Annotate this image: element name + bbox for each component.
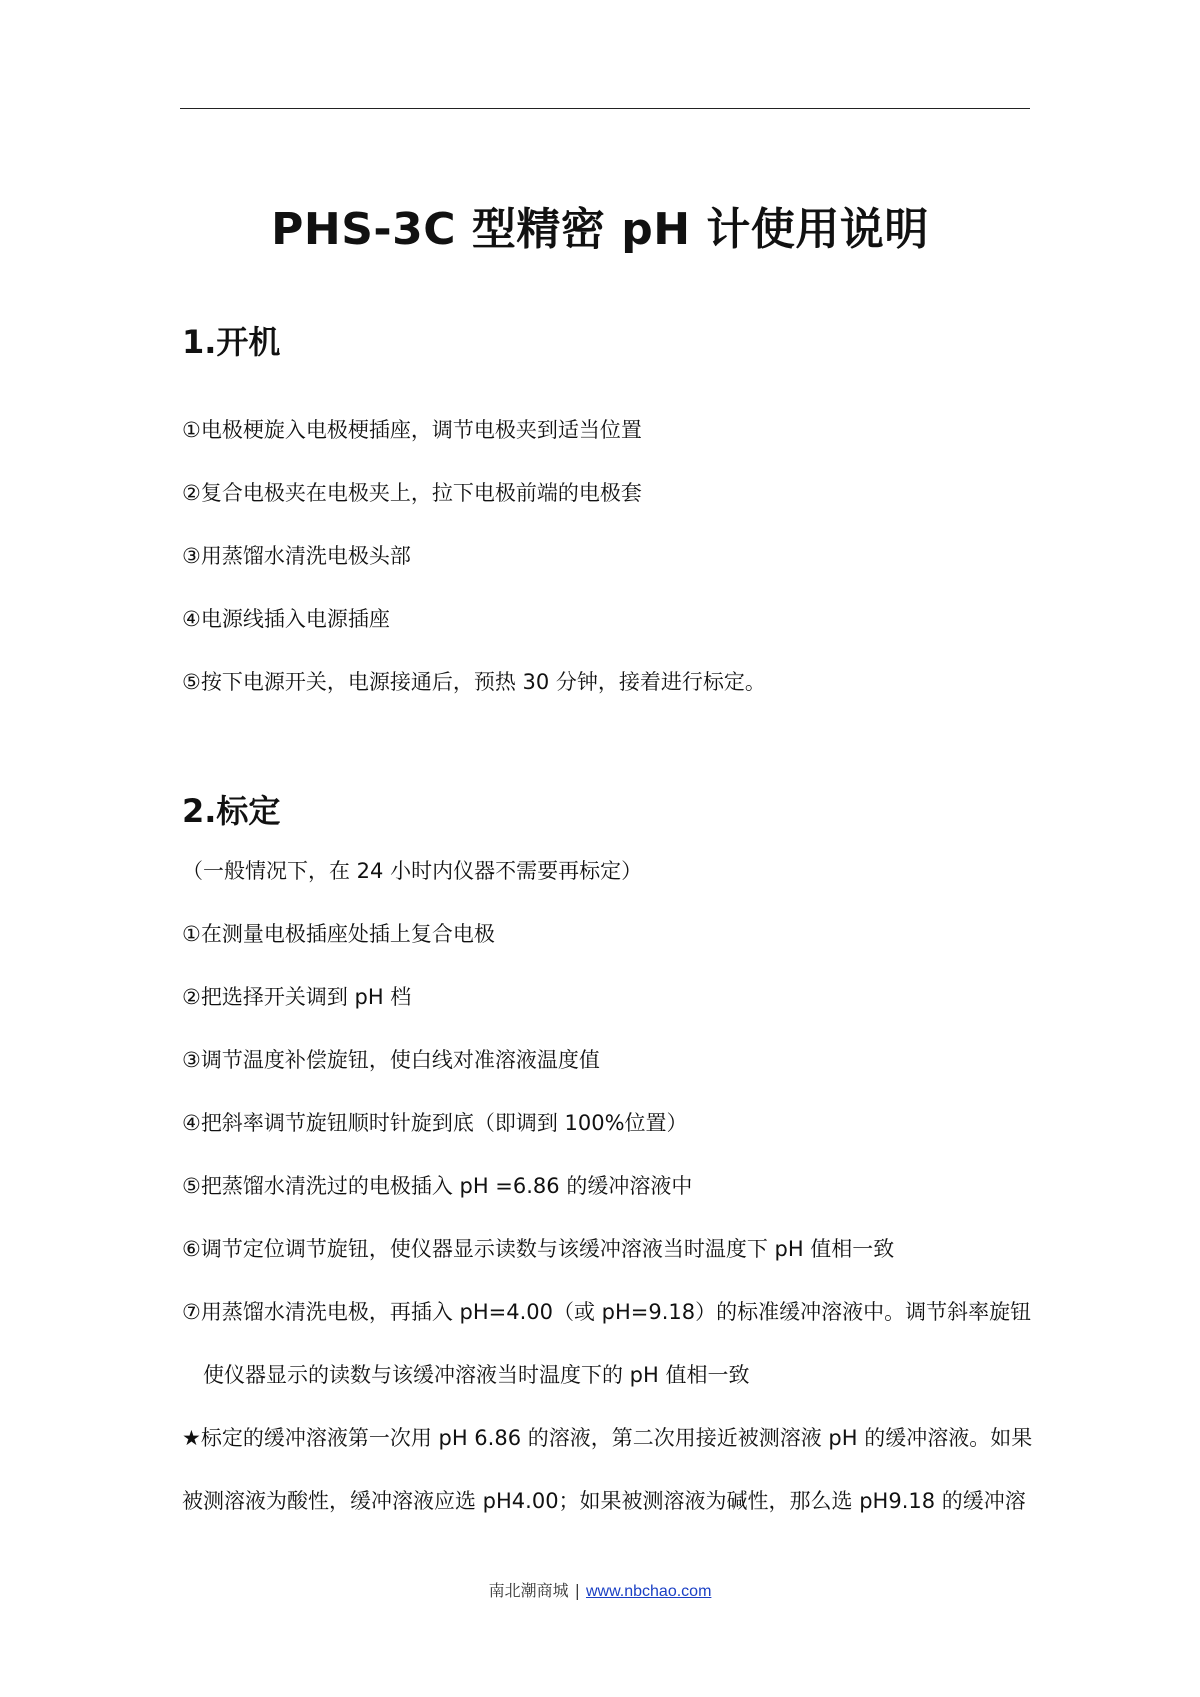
section-heading-calibration: 2.标定	[182, 792, 281, 830]
calibration-note: （一般情况下，在 24 小时内仪器不需要再标定）	[182, 859, 643, 883]
page-footer	[0, 1580, 1200, 1603]
footer-website-link[interactable]: www.nbchao.com	[586, 1583, 712, 1600]
list-item: ①在测量电极插座处插上复合电极	[182, 922, 495, 946]
header-rule	[180, 108, 1030, 109]
list-item: ②把选择开关调到 pH 档	[182, 985, 412, 1009]
list-item: ⑥调节定位调节旋钮，使仪器显示读数与该缓冲溶液当时温度下 pH 值相一致	[182, 1237, 895, 1261]
star-note: ★标定的缓冲溶液第一次用 pH 6.86 的溶液，第二次用接近被测溶液 pH 的缓冲溶液。如果	[182, 1426, 1033, 1450]
footer-separator: |	[574, 1581, 580, 1600]
list-item: ⑤把蒸馏水清洗过的电极插入 pH =6.86 的缓冲溶液中	[182, 1174, 693, 1198]
list-item: ②复合电极夹在电极夹上，拉下电极前端的电极套	[182, 481, 642, 505]
list-item-continuation: 使仪器显示的读数与该缓冲溶液当时温度下的 pH 值相一致	[203, 1363, 750, 1387]
list-item: ④电源线插入电源插座	[182, 607, 390, 631]
list-item: ③用蒸馏水清洗电极头部	[182, 544, 411, 568]
section-heading-power-on: 1.开机	[182, 323, 281, 361]
list-item: ①电极梗旋入电极梗插座，调节电极夹到适当位置	[182, 418, 642, 442]
list-item: ⑤按下电源开关，电源接通后，预热 30 分钟，接着进行标定。	[182, 670, 766, 694]
document-title: PHS-3C 型精密 pH 计使用说明	[271, 204, 929, 255]
list-item: ⑦用蒸馏水清洗电极，再插入 pH=4.00（或 pH=9.18）的标准缓冲溶液中。调节斜率旋钮	[182, 1300, 1032, 1324]
star-note-continuation: 被测溶液为酸性，缓冲溶液应选 pH4.00；如果被测溶液为碱性，那么选 pH9.18 的缓冲溶	[182, 1489, 1026, 1513]
list-item: ③调节温度补偿旋钮，使白线对准溶液温度值	[182, 1048, 600, 1072]
footer-site-name: 南北潮商城	[488, 1581, 569, 1600]
list-item: ④把斜率调节旋钮顺时针旋到底（即调到 100%位置）	[182, 1111, 688, 1135]
